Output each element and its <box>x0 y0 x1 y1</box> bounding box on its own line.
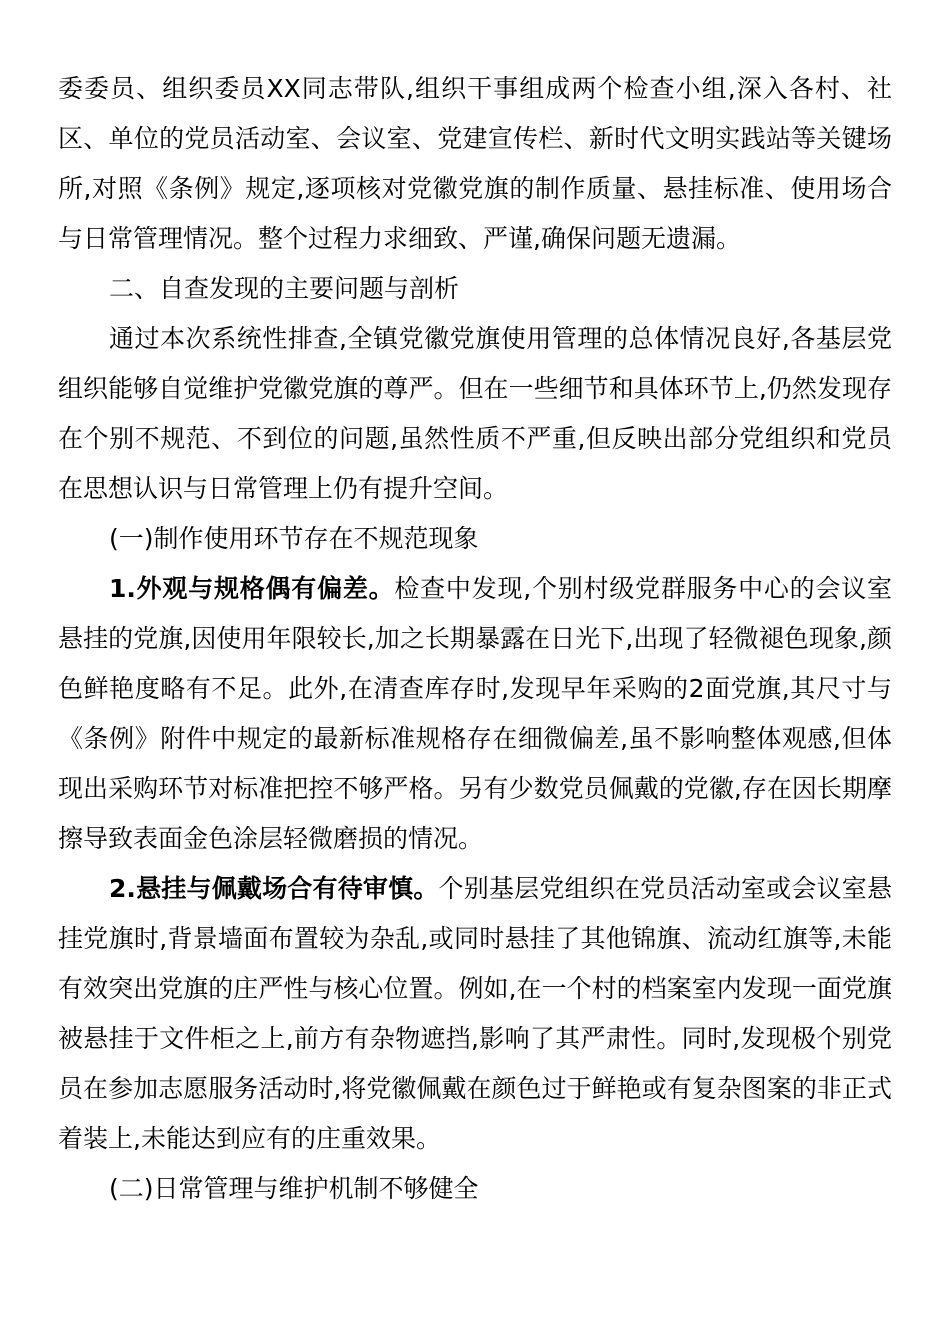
item-title-appearance: 1.外观与规格偶有偏差。 <box>109 574 395 603</box>
subheading-production-use: (一)制作使用环节存在不规范现象 <box>109 524 479 553</box>
paragraph-overall-situation: 通过本次系统性排查,全镇党徽党旗使用管理的总体情况良好,各基层党组织能够自觉维护党徽党旗的尊严。但在一些细节和具体环节上,仍然发现存在个别不规范、不到位的问题,虽然性质不严重,但反映出部分党组织和党员在思想认识与日常管理上仍有提升空间。 <box>58 324 892 503</box>
paragraph-inspection-process: 委委员、组织委员XX同志带队,组织干事组成两个检查小组,深入各村、社区、单位的党员活动室、会议室、党建宣传栏、新时代文明实践站等关键场所,对照《条例》规定,逐项核对党徽党旗的制作质量、悬挂标准、使用场合与日常管理情况。整个过程力求细致、严谨,确保问题无遗漏。 <box>58 74 892 253</box>
item-hanging-wearing <box>58 864 892 1164</box>
document-page <box>58 64 892 1214</box>
item-title-hanging: 2.悬挂与佩戴场合有待审慎。 <box>109 874 439 903</box>
item-appearance-spec <box>58 564 892 864</box>
section-heading-problems: 二、自查发现的主要问题与剖析 <box>109 274 460 303</box>
subheading-daily-management: (二)日常管理与维护机制不够健全 <box>109 1174 479 1203</box>
item-body-hanging: 个别基层党组织在党员活动室或会议室悬挂党旗时,背景墙面布置较为杂乱,或同时悬挂了其他锦旗、流动红旗等,未能有效突出党旗的庄严性与核心位置。例如,在一个村的档案室内发现一面党旗被悬挂于文件柜之上,前方有杂物遮挡,影响了其严肃性。同时,发现极个别党员在参加志愿服务活动时,将党徽佩戴在颜色过于鲜艳或有复杂图案的非正式着装上,未能达到应有的庄重效果。 <box>58 874 892 1153</box>
item-body-appearance: 检查中发现,个别村级党群服务中心的会议室悬挂的党旗,因使用年限较长,加之长期暴露在日光下,出现了轻微褪色现象,颜色鲜艳度略有不足。此外,在清查库存时,发现早年采购的2面党旗,其尺寸与《条例》附件中规定的最新标准规格存在细微偏差,虽不影响整体观感,但体现出采购环节对标准把控不够严格。另有少数党员佩戴的党徽,存在因长期摩擦导致表面金色涂层轻微磨损的情况。 <box>58 574 892 853</box>
